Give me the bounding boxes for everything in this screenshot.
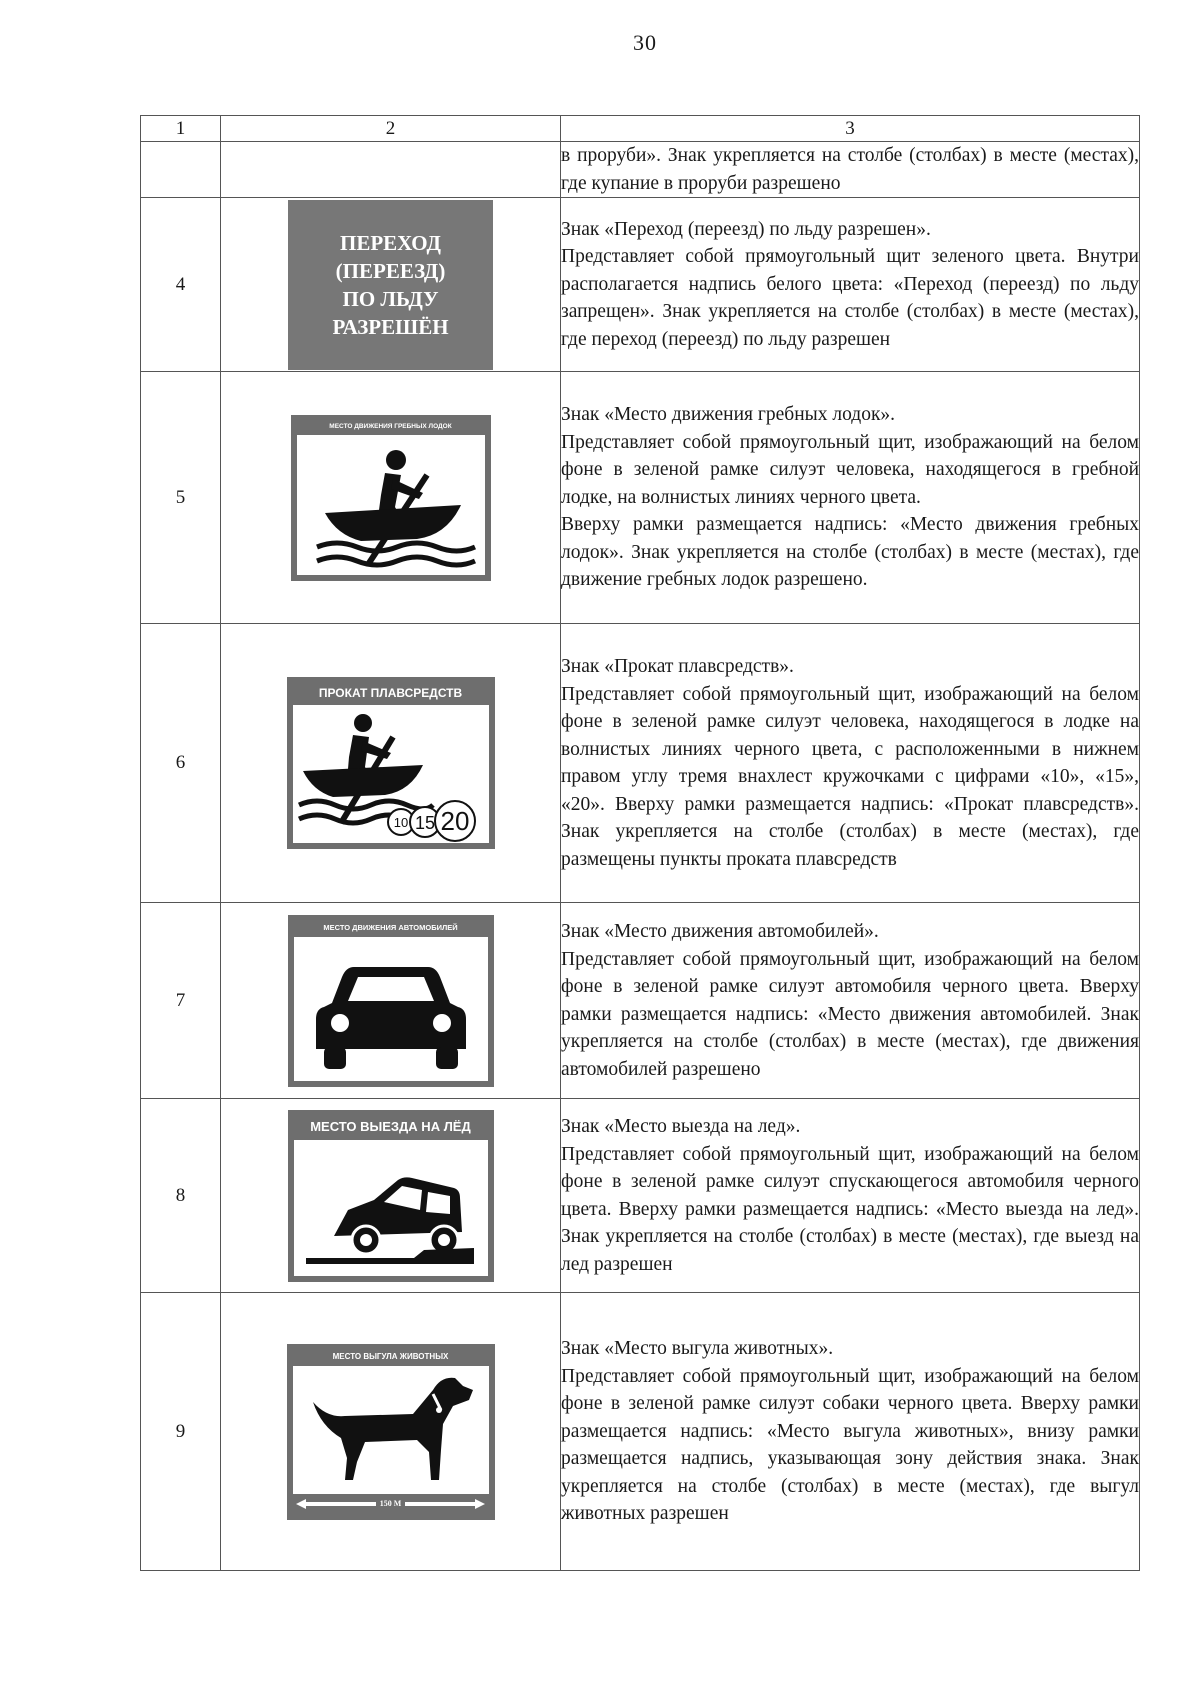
description-paragraph: Знак «Место движения автомобилей». <box>561 921 879 942</box>
table-row <box>141 1099 1140 1293</box>
row-number: 5 <box>141 372 221 624</box>
sign-cell <box>221 903 561 1099</box>
sign-text-line: ПО ЛЬДУ <box>342 286 439 311</box>
ice-crossing-sign <box>288 200 493 370</box>
row-description <box>561 198 1140 372</box>
rental-circle-10: 10 <box>393 815 408 830</box>
column-header: 2 <box>221 116 561 142</box>
table-row <box>141 903 1140 1099</box>
row-description <box>561 903 1140 1099</box>
description-paragraph: Представляет собой прямоугольный щит зеленого цвета. Внутри располагается надпись белого цвета: «Переход (переезд) по льду запрещен». Знак укрепляется на столбе (столбах) в месте (местах), где переход (переезд) по льду разрешен <box>561 246 1139 350</box>
sign-cell <box>221 624 561 903</box>
dog-icon <box>293 1366 489 1494</box>
row-description <box>561 142 1140 198</box>
signs-table <box>140 115 1140 1571</box>
column-header: 3 <box>561 116 1140 142</box>
row-description <box>561 1099 1140 1293</box>
table-row <box>141 198 1140 372</box>
description-paragraph: Представляет собой прямоугольный щит, изображающий на белом фоне в зеленой рамке силуэт человека, находящегося в гребной лодке, на волнистых линиях черного цвета. <box>561 431 1139 508</box>
sign-text-line: ПЕРЕХОД <box>339 230 441 255</box>
rental-circle-20: 20 <box>440 806 469 836</box>
table-row <box>141 372 1140 624</box>
sign-caption: МЕСТО ВЫГУЛА ЖИВОТНЫХ <box>332 1351 449 1361</box>
description-paragraph: Представляет собой прямоугольный щит, изображающий на белом фоне в зеленой рамке силуэт спускающегося автомобиля черного цвета. Вверху рамки размещается надпись: «Место выезда на лед». Знак укрепляется на столбе (столбах) в месте (местах), где выезд на лед разрешен <box>561 1143 1139 1275</box>
row-number: 8 <box>141 1099 221 1293</box>
sign-cell <box>221 198 561 372</box>
description-paragraph: Вверху рамки размещается надпись: «Место движения гребных лодок». Знак укрепляется на столбе (столбах) в месте (местах), где движение гребных лодок разрешено. <box>561 514 1139 591</box>
row-number: 7 <box>141 903 221 1099</box>
sign-caption: МЕСТО ДВИЖЕНИЯ АВТОМОБИЛЕЙ <box>323 922 458 932</box>
sign-text-line: РАЗРЕШЁН <box>332 314 449 339</box>
row-number: 4 <box>141 198 221 372</box>
row-description <box>561 372 1140 624</box>
description-paragraph: Знак «Прокат плавсредств». <box>561 656 794 677</box>
description-paragraph: Знак «Место выезда на лед». <box>561 1116 801 1137</box>
column-header: 1 <box>141 116 221 142</box>
rower-boat-icon <box>293 705 489 843</box>
ice-exit-sign <box>288 1110 494 1282</box>
car-icon <box>294 937 488 1081</box>
sign-cell <box>221 1099 561 1293</box>
sign-caption: МЕСТО ВЫЕЗДА НА ЛЁД <box>310 1118 471 1134</box>
sign-caption: ПРОКАТ ПЛАВСРЕДСТВ <box>318 686 463 700</box>
table-row <box>141 624 1140 903</box>
row-number: 6 <box>141 624 221 903</box>
row-number: 9 <box>141 1293 221 1571</box>
page-number: 30 <box>633 30 657 55</box>
arrow-left-icon <box>296 1499 376 1509</box>
table-row <box>141 1293 1140 1571</box>
arrow-right-icon <box>405 1499 485 1509</box>
row-description <box>561 1293 1140 1571</box>
table-header-row <box>141 116 1140 142</box>
car-traffic-sign <box>288 915 494 1087</box>
boat-rental-sign <box>287 677 495 849</box>
description-paragraph: Представляет собой прямоугольный щит, изображающий на белом фоне в зеленой рамке силуэт собаки черного цвета. Вверху рамки размещается надпись: «Место выгула животных», внизу рамки размещается надпись, указывающая зону действия знака. Знак укрепляется на столбе (столбах) в месте (местах), где выгул животных разрешен <box>561 1365 1139 1525</box>
rowing-boats-sign <box>291 415 491 581</box>
description-paragraph: Представляет собой прямоугольный щит, изображающий на белом фоне в зеленой рамке силуэт автомобиля черного цвета. Вверху рамки размещается надпись: «Место движения автомобилей. Знак укрепляется на столбе (столбах) в месте (местах), где движения автомобилей разрешено <box>561 948 1139 1080</box>
sign-cell <box>221 142 561 198</box>
rower-boat-icon <box>297 435 485 575</box>
sign-caption: МЕСТО ДВИЖЕНИЯ ГРЕБНЫХ ЛОДОК <box>329 422 452 430</box>
distance-plate <box>293 1494 489 1514</box>
description-paragraph: Знак «Переход (переезд) по льду разрешен». <box>561 218 931 240</box>
description-paragraph: Знак «Место выгула животных». <box>561 1338 834 1360</box>
rental-circle-15: 15 <box>414 813 435 833</box>
description-paragraph: Знак «Место движения гребных лодок». <box>561 404 896 426</box>
sign-cell <box>221 1293 561 1571</box>
row-description <box>561 624 1140 903</box>
description-paragraph: Представляет собой прямоугольный щит, изображающий на белом фоне в зеленой рамке силуэт человека, находящегося в лодке на волнистых линиях черного цвета, с расположенными в нижнем правом углу тремя внахлест кружочками с цифрами «10», «15», «20». Вверху рамки размещается надпись: «Прокат плавсредств». Знак укрепляется на столбе (столбах) в месте (местах), где размещены пункты проката плавсредств <box>561 683 1139 870</box>
distance-label: 150 М <box>379 1499 402 1508</box>
sign-cell <box>221 372 561 624</box>
row-number <box>141 142 221 198</box>
sign-text-line: (ПЕРЕЕЗД) <box>335 258 446 283</box>
table-row <box>141 142 1140 198</box>
descending-car-icon <box>294 1140 488 1276</box>
description-paragraph: в проруби». Знак укрепляется на столбе (столбах) в месте (местах), где купание в проруби разрешено <box>561 145 1139 194</box>
dog-walking-sign <box>287 1344 495 1520</box>
